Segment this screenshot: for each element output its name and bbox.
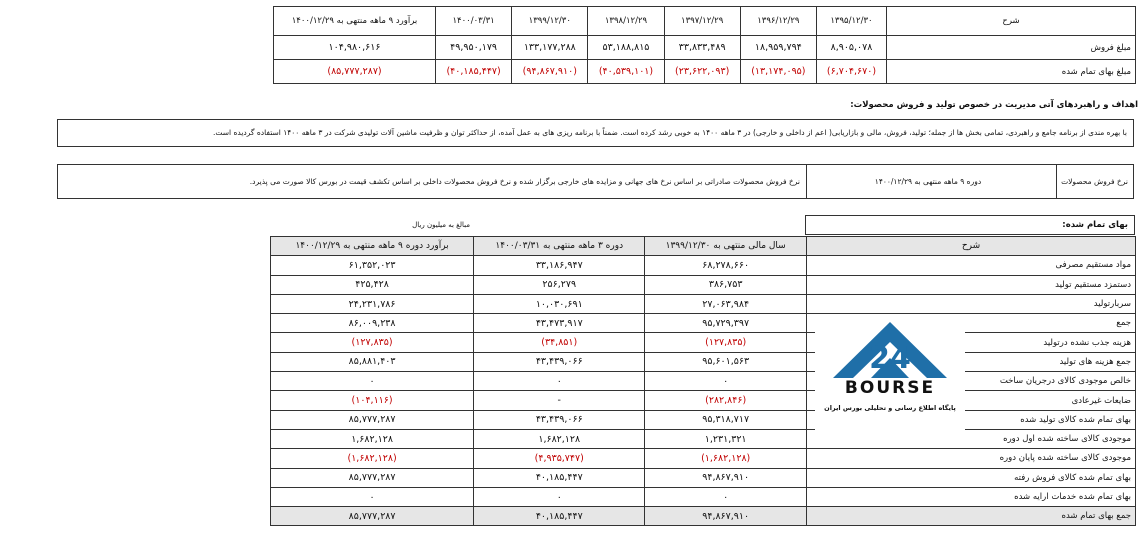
value-cell: ۸,۹۰۵,۰۷۸ — [816, 36, 886, 60]
value-cell: ۰ — [645, 487, 807, 506]
value-cell: ۰ — [271, 487, 474, 506]
table-row — [271, 507, 1136, 526]
value-cell: (۱,۶۸۲,۱۲۸) — [645, 449, 807, 468]
bourse-mountain-icon — [815, 318, 965, 380]
column-header: سال مالی منتهی به ۱۳۹۹/۱۲/۳۰ — [645, 237, 807, 256]
value-cell: (۸۵,۷۷۷,۲۸۷) — [274, 60, 436, 84]
value-cell: ۱۳۳,۱۷۷,۲۸۸ — [512, 36, 588, 60]
value-cell: ۶۸,۲۷۸,۶۶۰ — [645, 256, 807, 275]
row-label: جمع — [807, 314, 1136, 333]
value-cell: ۴۳,۴۷۳,۹۱۷ — [474, 314, 645, 333]
table-row — [271, 275, 1136, 294]
table-row — [271, 333, 1136, 352]
row-label: خالص موجودی کالای درجریان ساخت — [807, 372, 1136, 391]
table-header-row — [274, 7, 1136, 36]
value-cell: ۸۶,۰۰۹,۲۳۸ — [271, 314, 474, 333]
svg-text:24: 24 — [869, 341, 911, 376]
value-cell: ۱,۶۸۲,۱۲۸ — [271, 429, 474, 448]
value-cell: ۶۱,۳۵۲,۰۲۳ — [271, 256, 474, 275]
value-cell: (۲۸۲,۸۴۶) — [645, 391, 807, 410]
logo-subtitle: پایگاه اطلاع رسانی و تحلیلی بورس ایران — [824, 404, 956, 412]
column-header: برآورد دوره ۹ ماهه منتهی به ۱۴۰۰/۱۲/۲۹ — [271, 237, 474, 256]
row-label: بهای تمام شده خدمات ارایه شده — [807, 487, 1136, 506]
column-header: شرح — [887, 7, 1136, 36]
bourse-logo — [815, 318, 965, 436]
value-cell: ۹۵,۶۰۱,۵۶۳ — [645, 352, 807, 371]
value-cell: (۱۰۴,۱۱۶) — [271, 391, 474, 410]
table-row — [271, 314, 1136, 333]
row-label: دستمزد مستقیم تولید — [807, 275, 1136, 294]
table-row — [274, 60, 1136, 84]
column-header: برآورد ۹ ماهه منتهی به ۱۴۰۰/۱۲/۲۹ — [274, 7, 436, 36]
table-row — [271, 487, 1136, 506]
value-cell: - — [474, 391, 645, 410]
rate-text: نرخ فروش محصولات صادراتی بر اساس نرخ های جهانی و مزایده های خارجی برگزار شده و نرخ فروش محصولات داخلی بر اساس تکشف قیمت در بورس کالا صورت می پذیرد. — [249, 177, 800, 186]
value-cell: (۹۴,۸۶۷,۹۱۰) — [512, 60, 588, 84]
row-label: مبلغ فروش — [887, 36, 1136, 60]
value-cell: ۵۳,۱۸۸,۸۱۵ — [588, 36, 664, 60]
value-cell: (۲۳,۶۲۲,۰۹۳) — [664, 60, 740, 84]
unit-note: مبالغ به میلیون ریال — [412, 221, 470, 229]
column-header: شرح — [807, 237, 1136, 256]
value-cell: ۴۳,۴۳۹,۰۶۶ — [474, 410, 645, 429]
goals-text: با بهره مندی از برنامه جامع و راهبردی، تمامی بخش ها از جمله؛ تولید، فروش، مالی و بازاریابی( اعم از داخلی و خارجی) در ۳ ماهه ۱۴۰۰ به خوبی رشد کرده است. ضمناً با برنامه ریزی های به عمل آمده، از حداکثر توان و ظرفیت ماشین آلات تولیدی شرکت در ۳ ماهه ۱۴۰۰ استفاده گردیده است. — [57, 119, 1134, 147]
value-cell: ۳۳,۸۳۳,۴۸۹ — [664, 36, 740, 60]
value-cell: ۳۸۶,۷۵۳ — [645, 275, 807, 294]
table-row — [271, 352, 1136, 371]
rate-period: دوره ۹ ماهه منتهی به ۱۴۰۰/۱۲/۲۹ — [874, 177, 982, 186]
sales-rate-box — [57, 164, 1134, 199]
value-cell: (۱۲۷,۸۳۵) — [271, 333, 474, 352]
value-cell: ۸۵,۷۷۷,۲۸۷ — [271, 410, 474, 429]
value-cell: (۳۴,۸۵۱) — [474, 333, 645, 352]
table-row — [271, 372, 1136, 391]
value-cell: ۲۴,۲۳۱,۷۸۶ — [271, 294, 474, 313]
row-label: سربارتولید — [807, 294, 1136, 313]
value-cell: ۹۵,۷۲۹,۳۹۷ — [645, 314, 807, 333]
logo-wordmark: BOURSE — [844, 378, 936, 398]
value-cell: (۱,۶۸۲,۱۲۸) — [271, 449, 474, 468]
value-cell: ۴۹,۹۵۰,۱۷۹ — [436, 36, 512, 60]
value-cell: ۸۵,۸۸۱,۴۰۳ — [271, 352, 474, 371]
value-cell: ۸۵,۷۷۷,۲۸۷ — [271, 468, 474, 487]
table-row — [274, 36, 1136, 60]
column-header: ۱۳۹۸/۱۲/۲۹ — [588, 7, 664, 36]
value-cell: ۰ — [645, 372, 807, 391]
value-cell: ۴۲۵,۴۲۸ — [271, 275, 474, 294]
value-cell: (۶,۷۰۴,۶۷۰) — [816, 60, 886, 84]
value-cell: (۴۰,۱۸۵,۴۴۷) — [436, 60, 512, 84]
goals-title: اهداف و راهبردهای آتی مدیریت در خصوص تولید و فروش محصولات: — [850, 100, 1138, 110]
row-label: هزینه جذب نشده درتولید — [807, 333, 1136, 352]
row-label: مواد مستقیم مصرفی — [807, 256, 1136, 275]
value-cell: ۴۳,۴۳۹,۰۶۶ — [474, 352, 645, 371]
table-row — [271, 449, 1136, 468]
value-cell: ۴۰,۱۸۵,۴۴۷ — [474, 468, 645, 487]
value-cell: ۴۰,۱۸۵,۴۴۷ — [474, 507, 645, 526]
table-header-row — [271, 237, 1136, 256]
cost-title: بهای تمام شده: — [805, 215, 1135, 235]
rate-label: نرخ فروش محصولات — [1061, 177, 1128, 186]
value-cell: (۴,۹۳۵,۷۴۷) — [474, 449, 645, 468]
row-label: موجودی کالای ساخته شده اول دوره — [807, 429, 1136, 448]
sales-history-table — [273, 6, 1136, 84]
row-label: جمع بهای تمام شده — [807, 507, 1136, 526]
value-cell: ۱,۶۸۲,۱۲۸ — [474, 429, 645, 448]
table-row — [271, 391, 1136, 410]
value-cell: (۱۲۷,۸۳۵) — [645, 333, 807, 352]
row-label: مبلغ بهای تمام شده — [887, 60, 1136, 84]
value-cell: ۱۰,۰۳۰,۶۹۱ — [474, 294, 645, 313]
value-cell: (۱۳,۱۷۴,۰۹۵) — [740, 60, 816, 84]
value-cell: ۹۴,۸۶۷,۹۱۰ — [645, 507, 807, 526]
column-header: ۱۳۹۹/۱۲/۳۰ — [512, 7, 588, 36]
value-cell: ۲۵۶,۲۷۹ — [474, 275, 645, 294]
cost-table — [270, 236, 1136, 526]
value-cell: ۰ — [474, 487, 645, 506]
table-row — [271, 410, 1136, 429]
row-label: جمع هزینه های تولید — [807, 352, 1136, 371]
column-header: ۱۳۹۶/۱۲/۲۹ — [740, 7, 816, 36]
value-cell: ۰ — [474, 372, 645, 391]
value-cell: ۱۸,۹۵۹,۷۹۴ — [740, 36, 816, 60]
row-label: موجودی کالای ساخته شده پایان دوره — [807, 449, 1136, 468]
value-cell: ۰ — [271, 372, 474, 391]
value-cell: ۹۴,۸۶۷,۹۱۰ — [645, 468, 807, 487]
value-cell: ۱,۲۳۱,۳۲۱ — [645, 429, 807, 448]
table-row — [271, 256, 1136, 275]
column-header: ۱۳۹۷/۱۲/۲۹ — [664, 7, 740, 36]
value-cell: ۹۵,۳۱۸,۷۱۷ — [645, 410, 807, 429]
value-cell: ۱۰۴,۹۸۰,۶۱۶ — [274, 36, 436, 60]
row-label: ضایعات غیرعادی — [807, 391, 1136, 410]
column-header: ۱۳۹۵/۱۲/۳۰ — [816, 7, 886, 36]
value-cell: (۴۰,۵۳۹,۱۰۱) — [588, 60, 664, 84]
value-cell: ۳۳,۱۸۶,۹۴۷ — [474, 256, 645, 275]
column-header: دوره ۳ ماهه منتهی به ۱۴۰۰/۰۳/۳۱ — [474, 237, 645, 256]
table-row — [271, 429, 1136, 448]
table-row — [271, 294, 1136, 313]
row-label: بهای تمام شده کالای فروش رفته — [807, 468, 1136, 487]
value-cell: ۲۷,۰۶۳,۹۸۴ — [645, 294, 807, 313]
row-label: بهای تمام شده کالای تولید شده — [807, 410, 1136, 429]
table-row — [271, 468, 1136, 487]
column-header: ۱۴۰۰/۰۳/۳۱ — [436, 7, 512, 36]
value-cell: ۸۵,۷۷۷,۲۸۷ — [271, 507, 474, 526]
